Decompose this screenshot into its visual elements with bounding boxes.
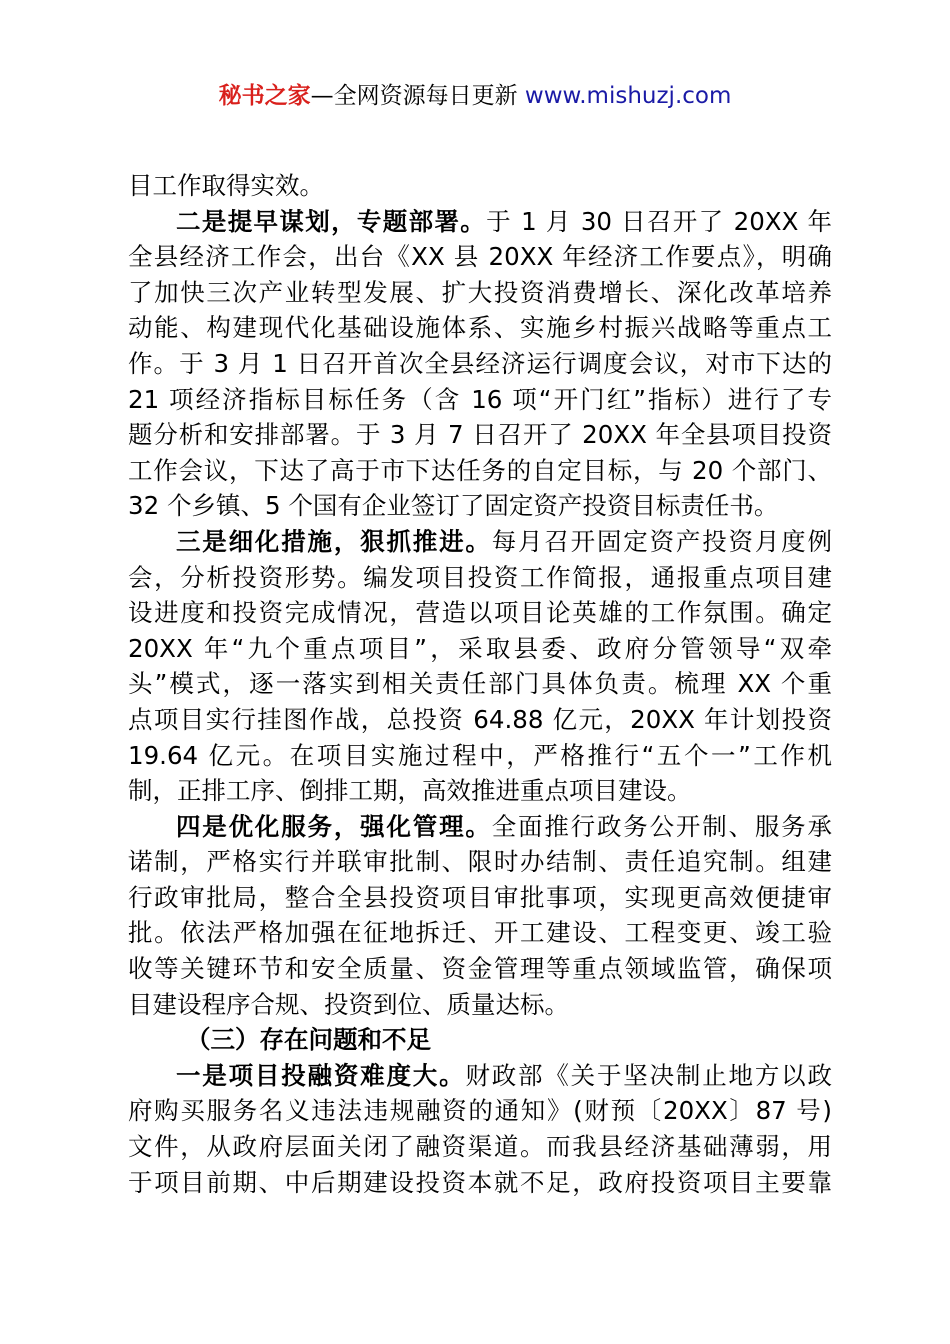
- text-line: 动能、构建现代化基础设施体系、实施乡村振兴战略等重点工: [128, 313, 832, 343]
- paragraph-start-line: 三是细化措施，狠抓推进。每月召开固定资产投资月度例: [176, 526, 832, 556]
- paragraph-lead: 一是项目投融资难度大。: [176, 1060, 466, 1090]
- text-line: 收等关键环节和安全质量、资金管理等重点领域监管，确保项: [128, 954, 832, 984]
- text-line: 目建设程序合规、投资到位、质量达标。: [128, 989, 569, 1019]
- text-line: 32 个乡镇、5 个国有企业签订了固定资产投资目标责任书。: [128, 491, 779, 521]
- text-line: 于项目前期、中后期建设投资本就不足，政府投资项目主要靠: [128, 1167, 832, 1197]
- paragraph-lead: 四是优化服务，强化管理。: [176, 811, 492, 841]
- text-line: 头”模式，逐一落实到相关责任部门具体负责。梳理 XX 个重: [128, 669, 832, 699]
- text-line: 会，分析投资形势。编发项目投资工作简报，通报重点项目建: [128, 562, 832, 592]
- site-slogan: —全网资源每日更新: [310, 83, 525, 109]
- site-brand: 秘书之家: [218, 83, 311, 109]
- text-line: 工作会议，下达了高于市下达任务的自定目标，与 20 个部门、: [128, 455, 832, 485]
- text-line: 20XX 年“九个重点项目”，采取县委、政府分管领导“双牵: [128, 633, 832, 663]
- paragraph-start-line: 一是项目投融资难度大。财政部《关于坚决制止地方以政: [176, 1060, 832, 1090]
- text-line: 了加快三次产业转型发展、扩大投资消费增长、深化改革培养: [128, 277, 832, 307]
- text-line: 文件，从政府层面关闭了融资渠道。而我县经济基础薄弱，用: [128, 1132, 832, 1162]
- text-line: 批。依法严格加强在征地拆迁、开工建设、工程变更、竣工验: [128, 918, 832, 948]
- text-line: 21 项经济指标目标任务（含 16 项“开门红”指标）进行了专: [128, 384, 832, 414]
- text-line: 题分析和安排部署。于 3 月 7 日召开了 20XX 年全县项目投资: [128, 420, 832, 450]
- text-line: 点项目实行挂图作战，总投资 64.88 亿元，20XX 年计划投资: [128, 704, 832, 734]
- site-header: [0, 78, 950, 114]
- site-url-link[interactable]: www.mishuzj.com: [524, 83, 732, 109]
- section-heading: （三）存在问题和不足: [186, 1025, 431, 1055]
- text-line: 诺制，严格实行并联审批制、限时办结制、责任追究制。组建: [128, 847, 832, 877]
- paragraph-start-line: 四是优化服务，强化管理。全面推行政务公开制、服务承: [176, 811, 832, 841]
- text-line: 府购买服务名义违法违规融资的通知》(财预〔20XX〕87 号): [128, 1096, 832, 1126]
- paragraph-lead: 二是提早谋划，专题部署。: [176, 206, 487, 236]
- text-line: 19.64 亿元。在项目实施过程中，严格推行“五个一”工作机: [128, 740, 832, 770]
- paragraph-start-line: 二是提早谋划，专题部署。于 1 月 30 日召开了 20XX 年: [176, 206, 833, 236]
- text-line: 制，正排工序、倒排工期，高效推进重点项目建设。: [128, 776, 692, 806]
- text-line: 行政审批局，整合全县投资项目审批事项，实现更高效便捷审: [128, 882, 832, 912]
- text-line: 设进度和投资完成情况，营造以项目论英雄的工作氛围。确定: [128, 598, 832, 628]
- paragraph-lead: 三是细化措施，狠抓推进。: [176, 526, 492, 556]
- text-line: 全县经济工作会，出台《XX 县 20XX 年经济工作要点》，明确: [128, 242, 832, 272]
- text-line: 目工作取得实效。: [128, 171, 324, 200]
- document-body: [128, 168, 832, 1200]
- text-line: 作。于 3 月 1 日召开首次全县经济运行调度会议，对市下达的: [128, 348, 832, 378]
